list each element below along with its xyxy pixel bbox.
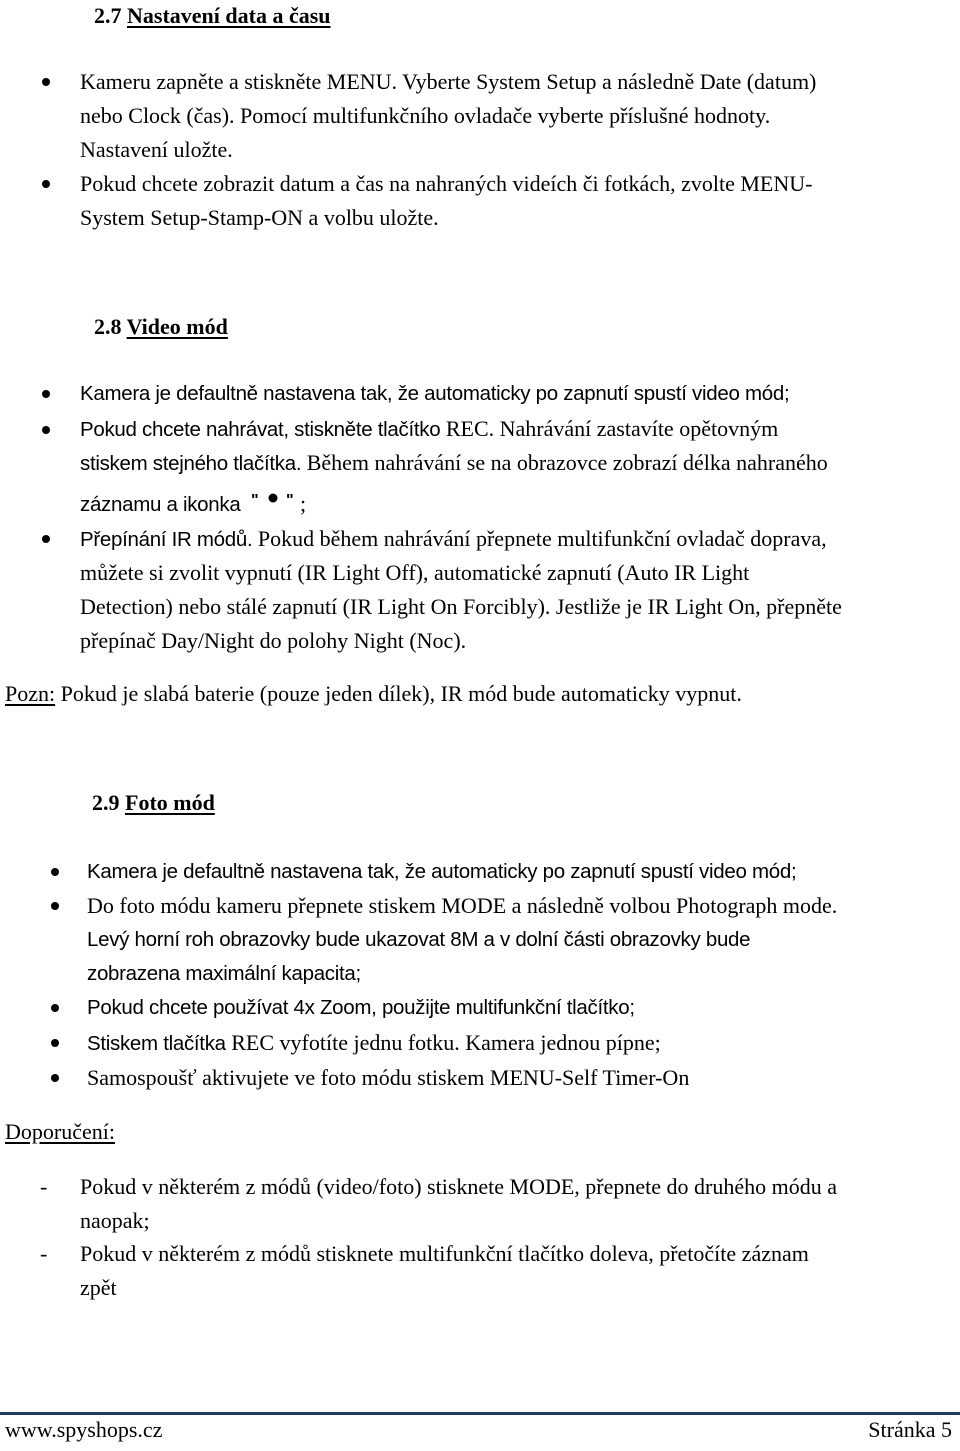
text-line: Pokud v některém z módů stisknete multifunkční tlačítko doleva, přetočíte záznam	[80, 1241, 809, 1266]
text-line: Přepínání IR módů. Pokud během nahrávání přepnete multifunkční ovladač doprava,	[80, 526, 827, 551]
heading-2-8: 2.8 Video mód	[94, 314, 228, 339]
note-label: Pozn:	[5, 681, 56, 706]
heading-2-9-title: Foto mód	[125, 790, 215, 815]
text-line: zpět	[80, 1275, 117, 1300]
text-line: Stiskem tlačítka REC vyfotíte jednu fotku. Kamera jednou pípne;	[87, 1030, 661, 1055]
footer-website[interactable]: www.spyshops.cz	[5, 1417, 163, 1442]
text-line: můžete si zvolit vypnutí (IR Light Off), automatické zapnutí (Auto IR Light	[80, 560, 750, 585]
note: Pozn: Pokud je slabá baterie (pouze jeden dílek), IR mód bude automaticky vypnut.	[5, 681, 742, 706]
footer-page-number: Stránka 5	[868, 1417, 952, 1442]
heading-2-8-title: Video mód	[126, 314, 228, 339]
bullet-icon	[42, 535, 50, 543]
text-line: Detection) nebo stálé zapnutí (IR Light On Forcibly). Jestliže je IR Light On, přepněte	[80, 594, 842, 619]
heading-2-7: 2.7 Nastavení data a času	[94, 3, 331, 28]
bullet-icon	[42, 78, 50, 86]
svg-text:": "	[285, 492, 294, 509]
text-line: záznamu a ikonka " " ;	[80, 487, 306, 523]
text-line: Pokud chcete používat 4x Zoom, použijte multifunkční tlačítko;	[87, 996, 635, 1019]
text-line: Do foto módu kameru přepnete stiskem MODE a následně volbou Photograph mode.	[87, 893, 838, 918]
text-line: naopak;	[80, 1208, 150, 1233]
heading-2-7-title: Nastavení data a času	[127, 3, 331, 28]
text-line: Samospoušť aktivujete ve foto módu stiskem MENU-Self Timer-On	[87, 1065, 690, 1090]
text-line: Pokud chcete zobrazit datum a čas na nahraných videích či fotkách, zvolte MENU-	[80, 171, 813, 196]
text-line: Pokud v některém z módů (video/foto) stisknete MODE, přepnete do druhého módu a	[80, 1174, 838, 1199]
bullet-icon	[51, 868, 59, 876]
svg-text:": "	[250, 492, 259, 509]
recommendation-label: Doporučení:	[5, 1119, 115, 1144]
text-line: Levý horní roh obrazovky bude ukazovat 8M a v dolní části obrazovky bude	[87, 928, 751, 951]
bullet-icon	[42, 426, 50, 434]
dash-marker: -	[40, 1174, 48, 1199]
text-line: Kamera je defaultně nastavena tak, že automaticky po zapnutí spustí video mód;	[80, 382, 790, 405]
dash-marker: -	[40, 1241, 48, 1266]
bullet-icon	[42, 180, 50, 188]
bullet-icon	[51, 1074, 59, 1082]
text-line: Kameru zapněte a stiskněte MENU. Vyberte System Setup a následně Date (datum)	[80, 69, 817, 94]
text-line: stiskem stejného tlačítka. Během nahrávání se na obrazovce zobrazí délka nahraného	[80, 450, 828, 475]
heading-2-9: 2.9 Foto mód	[92, 790, 215, 815]
bullet-icon	[42, 390, 50, 398]
text-line: Nastavení uložte.	[80, 137, 233, 162]
text-line: Pokud chcete nahrávat, stiskněte tlačítko REC. Nahrávání zastavíte opětovným	[80, 416, 779, 441]
text-line: System Setup-Stamp-ON a volbu uložte.	[80, 205, 439, 230]
text-line: přepínač Day/Night do polohy Night (Noc).	[80, 628, 467, 653]
text-line: zobrazena maximální kapacita;	[87, 962, 361, 985]
text-line: nebo Clock (čas). Pomocí multifunkčního ovladače vyberte příslušné hodnoty.	[80, 103, 771, 128]
text-line: Kamera je defaultně nastavena tak, že automaticky po zapnutí spustí video mód;	[87, 860, 797, 883]
bullet-icon	[51, 1004, 59, 1012]
bullet-icon	[51, 1039, 59, 1047]
record-dot-icon	[250, 489, 296, 523]
bullet-icon	[51, 902, 59, 910]
